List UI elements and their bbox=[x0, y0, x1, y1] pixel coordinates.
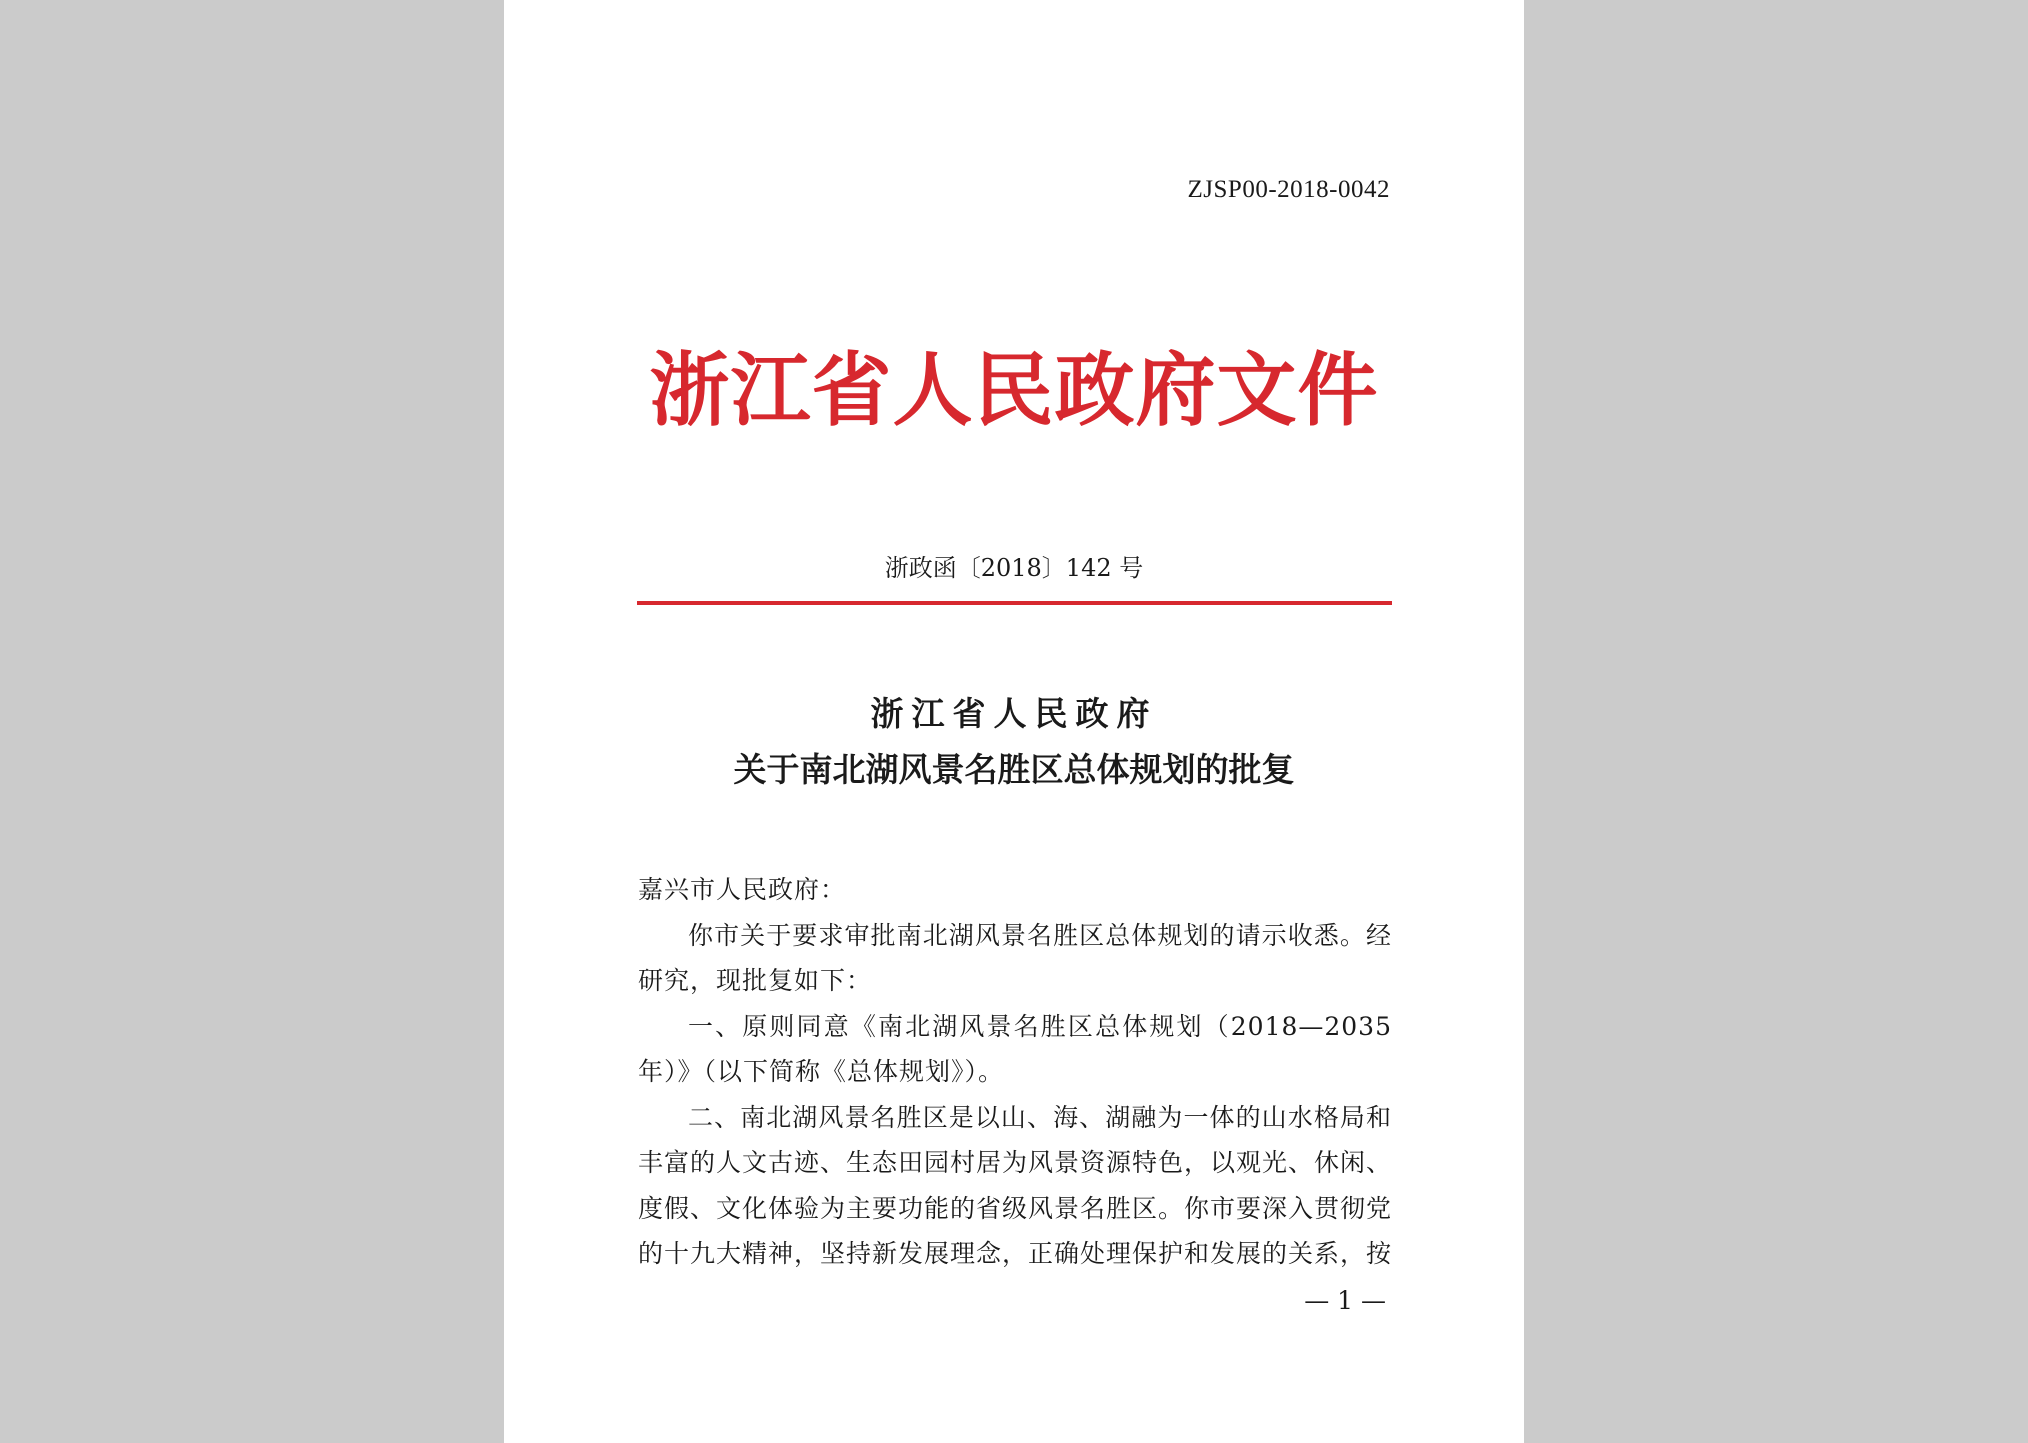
page-number: — 1 — bbox=[1304, 1286, 1386, 1315]
body-paragraph: 一、原则同意《南北湖风景名胜区总体规划（2018—2035 年）》（以下简称《总体规划》）。 bbox=[638, 1011, 1392, 1086]
masthead-title: 浙江省人民政府文件 bbox=[649, 343, 1379, 437]
document-code: ZJSP00-2018-0042 bbox=[1187, 176, 1390, 203]
body-paragraph: 你市关于要求审批南北湖风景名胜区总体规划的请示收悉。经研究，现批复如下： bbox=[638, 920, 1392, 995]
document-page bbox=[504, 0, 1524, 1443]
title-line-subject: 关于南北湖风景名胜区总体规划的批复 bbox=[733, 750, 1295, 789]
salutation: 嘉兴市人民政府： bbox=[638, 875, 847, 904]
title-line-issuer: 浙江省人民政府 bbox=[870, 694, 1158, 733]
red-divider bbox=[637, 601, 1392, 605]
document-body bbox=[638, 867, 1392, 1277]
body-paragraph: 二、南北湖风景名胜区是以山、海、湖融为一体的山水格局和丰富的人文古迹、生态田园村居为风景资源特色，以观光、休闲、度假、文化体验为主要功能的省级风景名胜区。你市要深入贯彻党的十九大精神，坚持新发展理念，正确处理保护和发展的关系，按 bbox=[638, 1102, 1393, 1268]
document-number: 浙政函〔2018〕142 号 bbox=[884, 554, 1144, 582]
document-title bbox=[504, 686, 1524, 798]
